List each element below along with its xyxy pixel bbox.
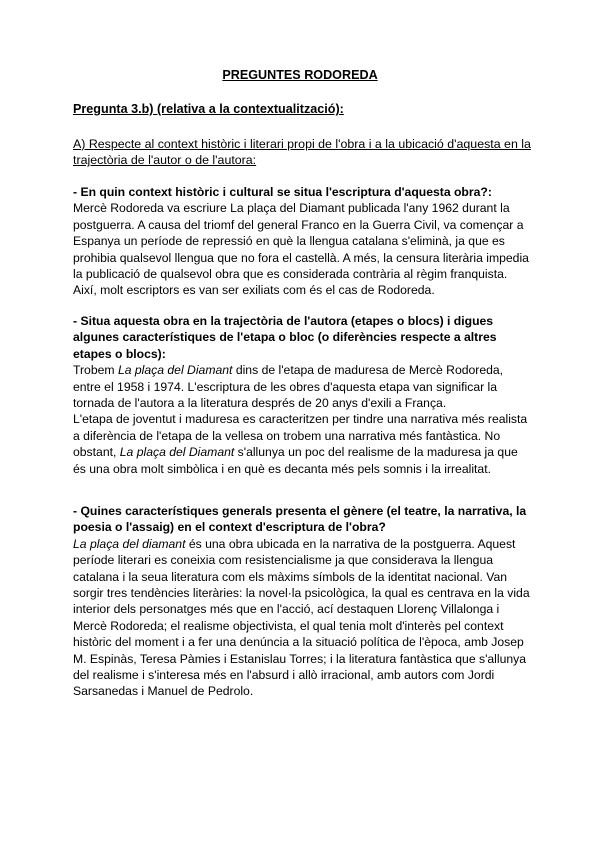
text-span: L'etapa de joventut i maduresa es caracteritzen per tindre una narrativa més realista a diferència de l'etapa de la vellesa on trobem una narrativa més fantàstica. No obstant, [73,412,528,460]
section-3-answer [73,536,531,700]
book-title: La plaça del Diamant [117,363,233,378]
section-1-question: - En quin context històric i cultural se situa l'escriptura d'aquesta obra?: [73,185,492,199]
section-1-answer: Mercè Rodoreda va escriure La plaça del Diamant publicada l'any 1962 durant la postguerra. A causa del triomf del general Franco en la Guerra Civil, va començar a Espanya un període de repressió en què la llengua catalana s'eliminà, ja que es prohibia qualsevol llengua que no fora el castellà. A més, la censura literària impedia la publicació de qualsevol obra que es considerada contrària al règim franquista. Així, molt escriptors es van ser exiliats com és el cas de Rodoreda. [73,201,529,298]
section-2-answer-paragraph-2 [73,411,531,477]
text-span: s'allunya un poc del realisme de la maduresa ja que és una obra molt simbòlica i en què es decanta més pels somnis i la irrealitat. [73,445,518,476]
section-2 [73,313,531,477]
intro-paragraph: A) Respecte al context històric i literari propi de l'obra i a la ubicació d'aquesta en la trajectòria de l'autor o de l'autora: [73,137,531,168]
document-title: PREGUNTES RODOREDA [222,68,378,82]
section-3 [73,503,531,700]
section-3-question: - Quines característiques generals presenta el gènere (el teatre, la narrativa, la poesia o l'assaig) en el context d'escriptura de l'obra? [73,504,527,535]
question-heading: Pregunta 3.b) (relativa a la contextualització): [73,102,344,116]
text-span: dins de l'etapa de maduresa de Mercè Rodoreda, entre el 1958 i 1974. L'escriptura de les obres d'aquesta etapa van significar la tornada de l'autora a la literatura després de 20 anys d'exili a França. [73,363,504,411]
section-1 [73,184,531,299]
section-2-question: - Situa aquesta obra en la trajectòria de l'autora (etapes o blocs) i digues algunes característiques de l'etapa o bloc (o diferències respecte a altres etapes o blocs): [73,314,497,361]
book-title: La plaça del Diamant [119,445,235,460]
book-title: La plaça del diamant [73,536,186,551]
section-2-answer-paragraph-1 [73,362,531,411]
text-span: és una obra ubicada en la narrativa de la postguerra. Aquest període literari es coneixia com resistencialisme ja que considerava la llengua catalana i la seua literatura com els màxims símbols de la identitat nacional. Van sorgir tres tendències literàries: la novel·la psicològica, la qual es centrava en la vida interior dels personatges més que en l'acció, ací destaquen Llorenç Villalonga i Mercè Rodoreda; el realisme objectivista, el qual tenia molt d'interès pel context històric del moment i a fer una denúncia a la situació política de l'època, amb Josep M. Espinàs, Teresa Pàmies i Estanislau Torres; i la literatura fantàstica que s'allunya del realisme i s'interesa més en l'absurd i allò irracional, amb autors com Jordi Sarsanedas i Manuel de Pedrolo. [73,536,530,699]
text-span: Trobem [73,363,118,378]
